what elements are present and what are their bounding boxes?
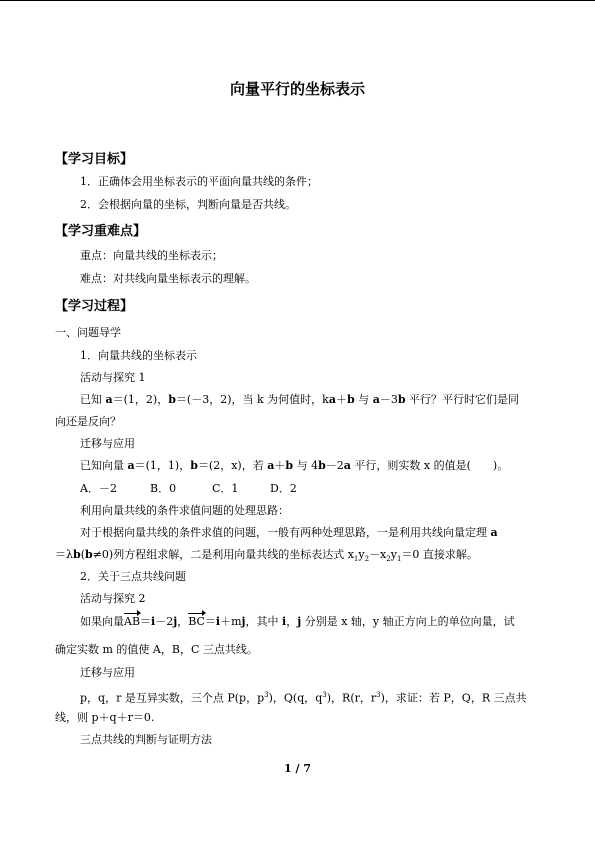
activity-1-heading: 活动与探究 1	[80, 371, 146, 384]
section-goals-heading: 【学习目标】	[55, 152, 134, 167]
example-2-line: 已知向量 a＝(1，1)，b＝(2，x)，若 a＋b 与 4b－2a 平行，则实数 x 的值是( )。	[80, 459, 509, 472]
choice-a: A．－2	[80, 482, 117, 495]
transfer-1-heading: 迁移与应用	[80, 437, 135, 450]
goal-item-2: 2．会根据向量的坐标，判断向量是否共线。	[80, 198, 296, 211]
example-4-line-1: p，q，r 是互异实数，三个点 P(p，$p^3$)，Q(q，$q^3$)，R(r，$r^3$)，求证：若 P，Q，R 三点共	[80, 691, 527, 705]
choice-b: B．0	[150, 482, 177, 495]
choice-c: C．1	[212, 482, 239, 495]
choice-d: D．2	[270, 482, 297, 495]
vector-bc: BC	[188, 615, 205, 628]
goal-item-1: 1．正确体会用坐标表示的平面向量共线的条件；	[80, 175, 318, 188]
example-1-line-2: 向还是反向？	[55, 415, 121, 428]
section-key-points-heading: 【学习重难点】	[55, 224, 147, 239]
activity-2-heading: 活动与探究 2	[80, 592, 146, 605]
example-3-line-1: 如果向量AB＝i－2j，BC＝i＋mj，其中 i，j 分别是 x 轴，y 轴正方向上的单位向量，试	[80, 615, 515, 628]
part-one-heading: 一、问题导学	[55, 326, 121, 339]
transfer-2-heading: 迁移与应用	[80, 666, 135, 679]
method-title: 利用向量共线的条件求值问题的处理思路：	[80, 504, 289, 517]
page-title: 向量平行的坐标表示	[229, 80, 365, 98]
example-3-line-2: 确定实数 m 的值使 A，B，C 三点共线。	[55, 643, 258, 656]
vector-ab: AB	[124, 615, 141, 628]
section-process-heading: 【学习过程】	[55, 299, 134, 314]
method-line-2: ＝λb(b≠0)列方程组求解，二是利用向量共线的坐标表达式 $x_1y_2-x_2y_1=0$ 直接求解。	[55, 548, 478, 564]
example-4-line-2: 线，则 p＋q＋r＝0.	[55, 711, 155, 724]
key-focus: 重点：向量共线的坐标表示；	[80, 249, 223, 262]
method-2-title: 三点共线的判断与证明方法	[80, 733, 212, 746]
key-difficulty: 难点：对共线向量坐标表示的理解。	[80, 272, 256, 285]
example-1-line-1: 已知 a＝(1，2)，b＝(－3，2)，当 k 为何值时，ka＋b 与 a－3b 平行？平行时它们是同	[80, 393, 520, 406]
top-rule	[0, 0, 595, 1]
page-number: 1 / 7	[284, 762, 311, 775]
subsection-2-heading: 2．关于三点共线问题	[80, 570, 186, 583]
method-line-1: 对于根据向量共线的条件求值的问题，一般有两种处理思路，一是利用共线向量定理 a	[80, 526, 498, 539]
subsection-1-heading: 1．向量共线的坐标表示	[80, 349, 197, 362]
